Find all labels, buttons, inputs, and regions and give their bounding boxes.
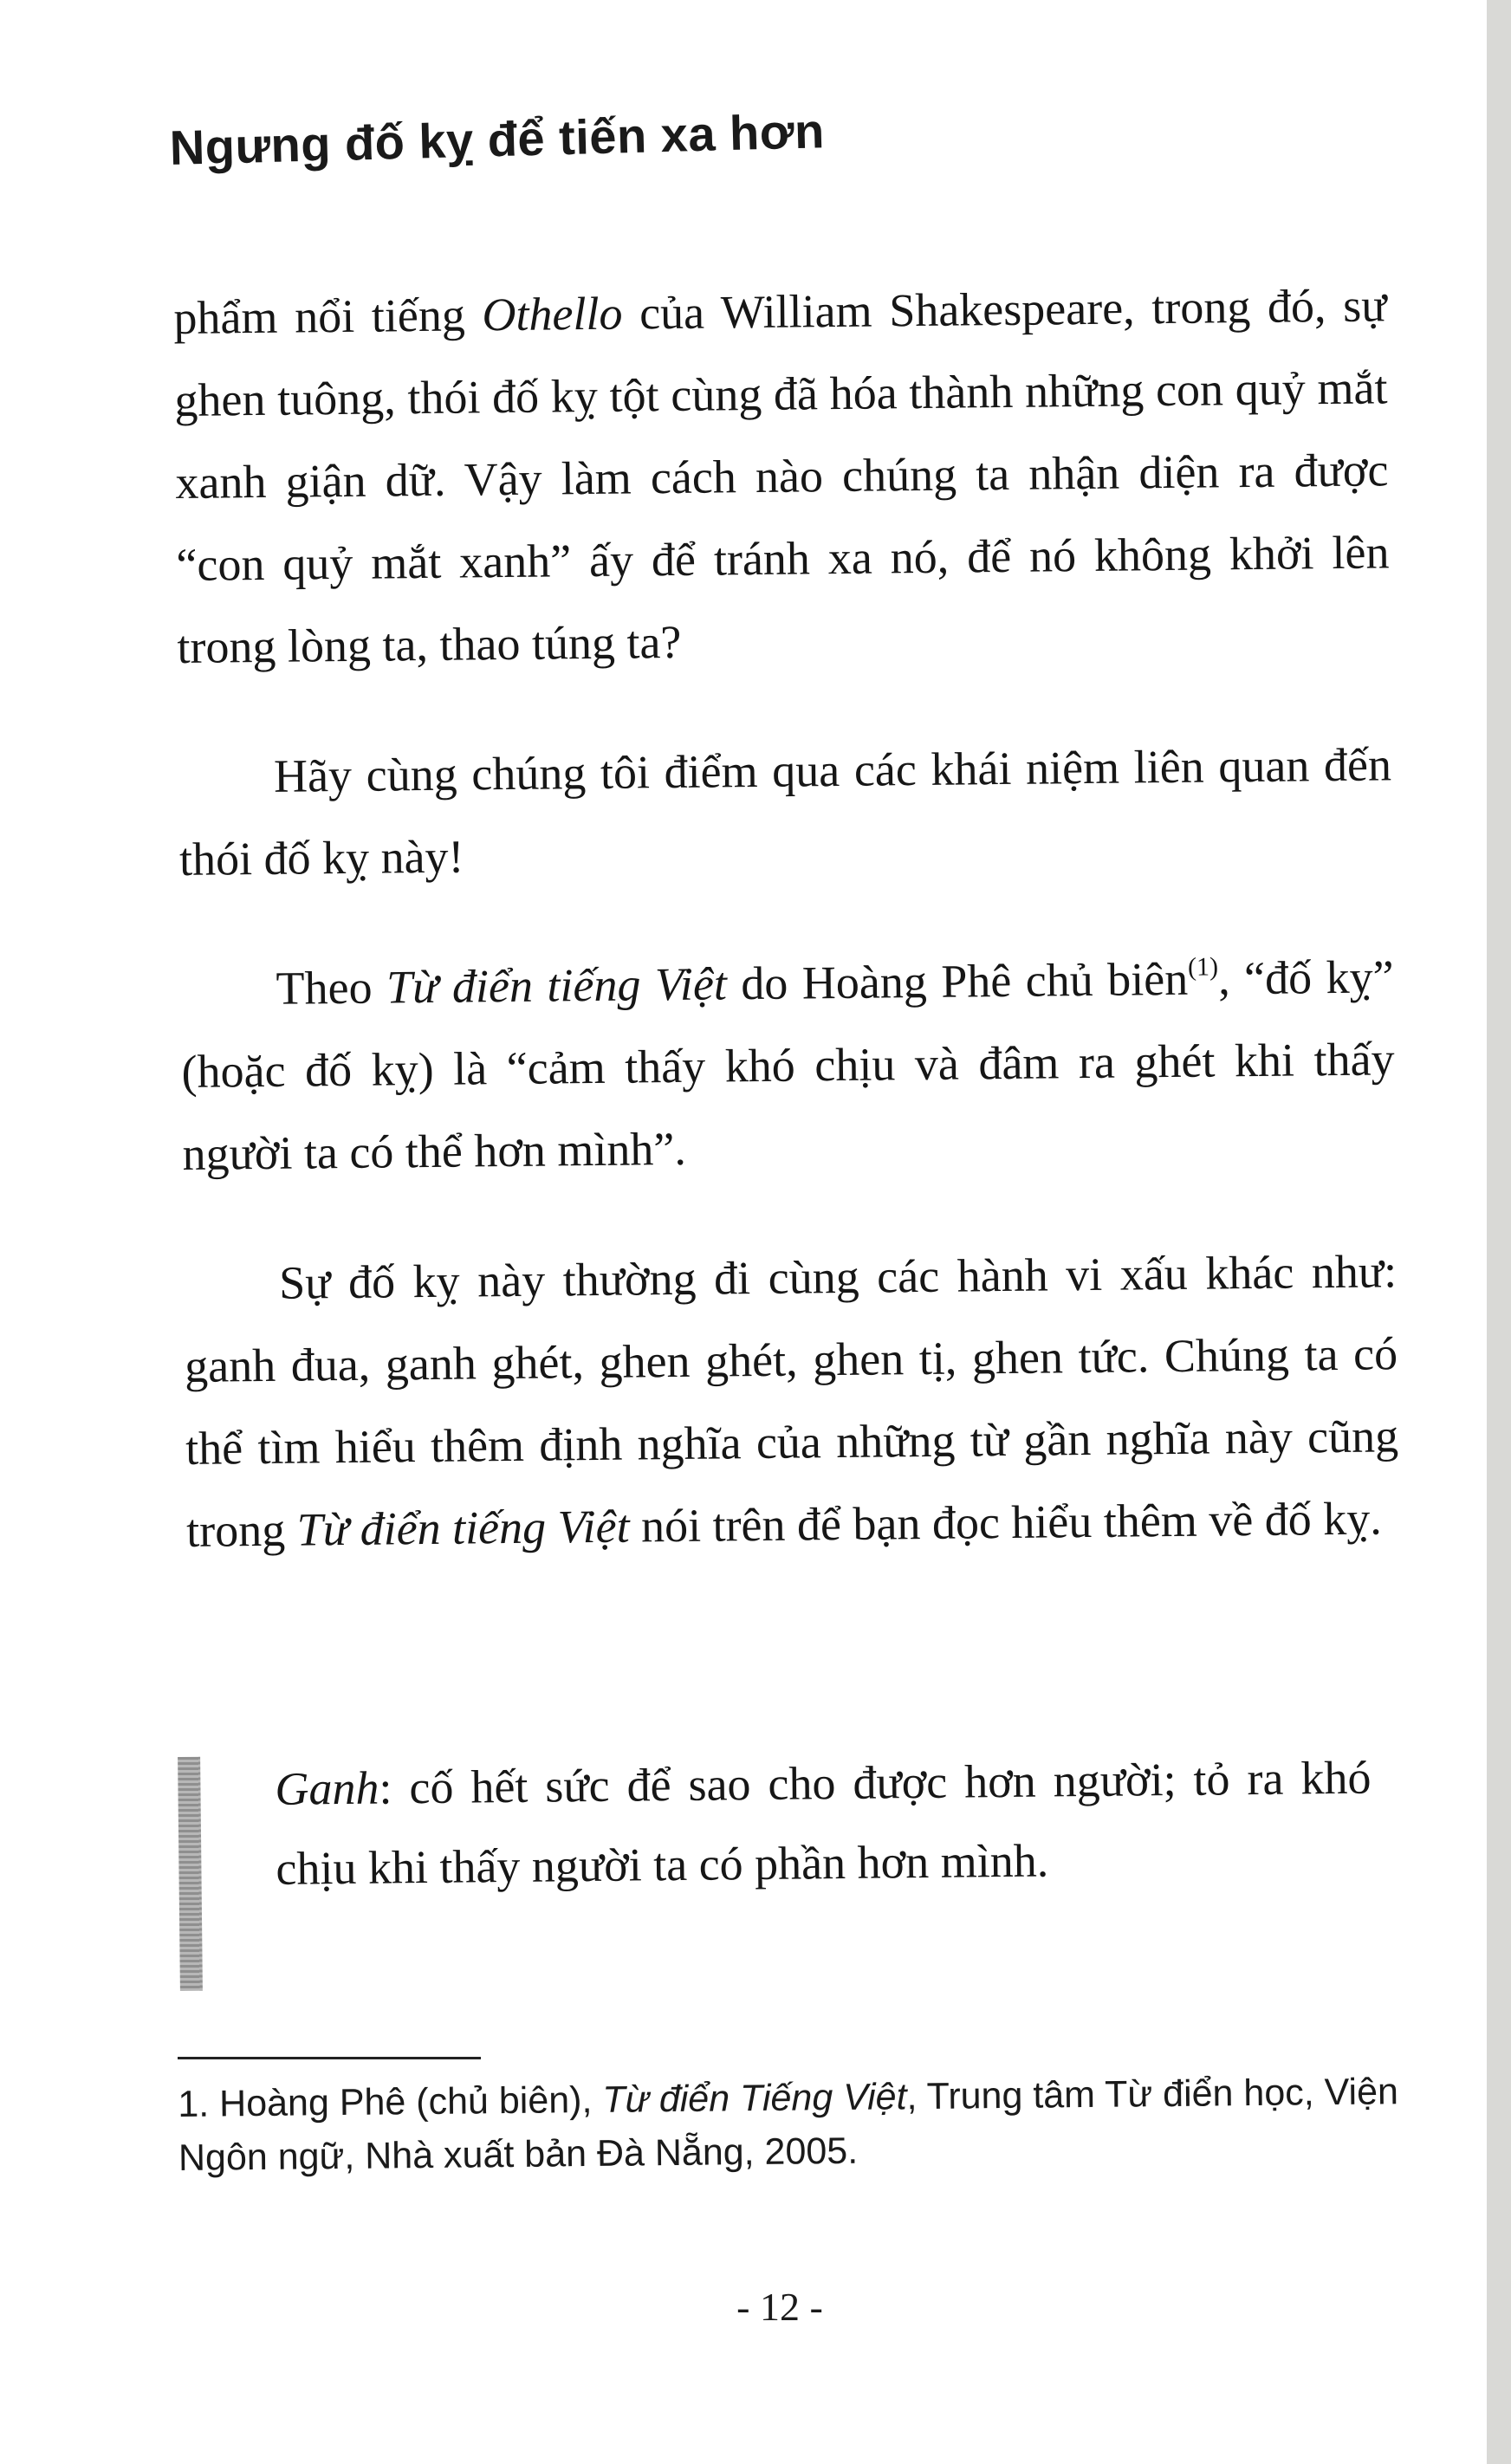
paragraph-1 — [173, 264, 1391, 689]
footnote — [178, 2065, 1409, 2185]
paragraph-3 — [180, 936, 1396, 1196]
definition-body: : cố hết sức để sao cho được hơn người; tỏ ra khó chịu khi thấy người ta có phần hơn mình. — [276, 1751, 1372, 1895]
dictionary-title: Từ điển tiếng Việt — [296, 1500, 630, 1556]
definition-block — [178, 1737, 1393, 1984]
paragraph-3-text-start: Theo — [276, 961, 387, 1015]
footnote-author: Hoàng Phê (chủ biên), — [218, 2078, 603, 2125]
footnote-details: , Trung tâm Từ điển học, Viện Ngôn ngữ, Nhà xuất bản Đà Nẵng, 2005. — [178, 2071, 1399, 2179]
paragraph-2: Hãy cùng chúng tôi điểm qua các khái niệm liên quan đến thói đố kỵ này! — [178, 738, 1392, 885]
definition-term: Ganh — [275, 1761, 379, 1815]
paragraph-3-text-end: , “đố kỵ” (hoặc đố kỵ) là “cảm thấy khó chịu và đâm ra ghét khi thấy người ta có thể hơn mình”. — [181, 950, 1395, 1180]
footnote-number: 1. — [178, 2083, 210, 2125]
footnote-title: Từ điển Tiếng Việt — [602, 2076, 907, 2121]
paragraph-1-text-end: của William Shakespeare, trong đó, sự ghen tuông, thói đố kỵ tột cùng đã hóa thành những con quỷ mắt xanh giận dữ. Vậy làm cách nào chúng ta nhận diện ra được “con quỷ mắt xanh” ấy để tránh xa nó, để nó không khởi lên trong lòng ta, thao túng ta? — [174, 279, 1390, 673]
dictionary-title: Từ điển tiếng Việt — [386, 957, 728, 1014]
paragraph-3-text-middle: do Hoàng Phê chủ biên — [726, 952, 1189, 1010]
work-title-othello: Othello — [482, 287, 623, 341]
page-edge-shadow — [1487, 0, 1511, 2464]
quote-bar — [178, 1757, 203, 1991]
paragraph-4-text-start: Sự đố kỵ này thường đi cùng các hành vi xấu khác như: ganh đua, ganh ghét, ghen ghét, ghen tị, ghen tức. Chúng ta có thể tìm hiểu thêm định nghĩa của những từ gần nghĩa này cũng trong — [184, 1245, 1399, 1557]
footnote-divider — [178, 2057, 481, 2059]
paragraph-4-text-end: nói trên để bạn đọc hiểu thêm về đố kỵ. — [629, 1492, 1383, 1553]
footnote-reference[interactable]: (1) — [1187, 952, 1219, 982]
paragraph-1-text-start: phẩm nổi tiếng — [173, 289, 483, 344]
body-text — [173, 264, 1400, 1620]
page-number: - 12 - — [736, 2285, 823, 2329]
running-head: Ngưng đố kỵ để tiến xa hơn — [169, 103, 826, 175]
definition-text — [275, 1738, 1372, 1909]
paragraph-4 — [184, 1230, 1400, 1572]
